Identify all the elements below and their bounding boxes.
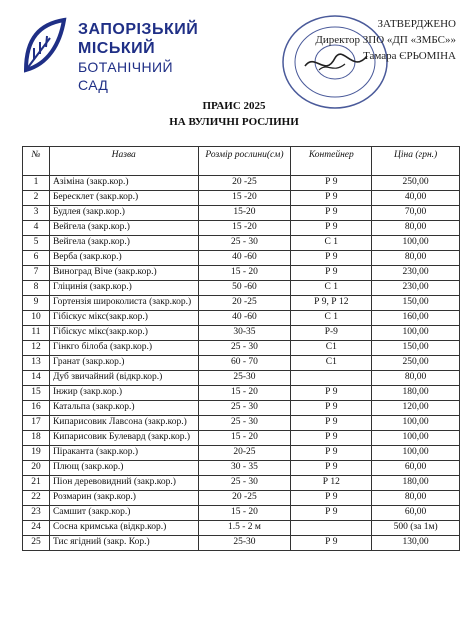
cell-container: Р 9 bbox=[291, 191, 372, 206]
cell-price: 250,00 bbox=[372, 176, 460, 191]
cell-num: 1 bbox=[23, 176, 50, 191]
logo-line-2: МІСЬКИЙ bbox=[78, 40, 156, 57]
cell-name: Виноград Віче (закр.кор.) bbox=[49, 266, 198, 281]
cell-size: 1.5 - 2 м bbox=[198, 521, 291, 536]
logo-line-1: ЗАПОРІЗЬКИЙ bbox=[78, 21, 199, 38]
cell-size: 25-30 bbox=[198, 371, 291, 386]
cell-name: Гінкго білоба (закр.кор.) bbox=[49, 341, 198, 356]
cell-container bbox=[291, 521, 372, 536]
document-title: ПРАИС 2025 bbox=[202, 100, 266, 112]
table-row bbox=[23, 356, 460, 371]
table-row bbox=[23, 221, 460, 236]
cell-container: Р 9, Р 12 bbox=[291, 296, 372, 311]
cell-size: 15 -20 bbox=[198, 221, 291, 236]
cell-price: 80,00 bbox=[372, 491, 460, 506]
table-row bbox=[23, 416, 460, 431]
cell-price: 80,00 bbox=[372, 221, 460, 236]
cell-container: Р 9 bbox=[291, 251, 372, 266]
cell-num: 19 bbox=[23, 446, 50, 461]
cell-size: 15 - 20 bbox=[198, 431, 291, 446]
cell-name: Кипарисовик Лавсона (закр.кор.) bbox=[49, 416, 198, 431]
cell-size: 40 -60 bbox=[198, 311, 291, 326]
cell-container: С1 bbox=[291, 341, 372, 356]
table-row bbox=[23, 176, 460, 191]
cell-name: Тис ягідний (закр. Кор.) bbox=[49, 536, 198, 551]
cell-name: Плющ (закр.кор.) bbox=[49, 461, 198, 476]
cell-price: 100,00 bbox=[372, 236, 460, 251]
cell-price: 230,00 bbox=[372, 281, 460, 296]
cell-num: 10 bbox=[23, 311, 50, 326]
cell-size: 15 -20 bbox=[198, 191, 291, 206]
cell-num: 3 bbox=[23, 206, 50, 221]
table-row bbox=[23, 446, 460, 461]
botanical-garden-logo bbox=[20, 16, 199, 93]
cell-size: 30 - 35 bbox=[198, 461, 291, 476]
cell-price: 150,00 bbox=[372, 341, 460, 356]
cell-size: 20 -25 bbox=[198, 296, 291, 311]
approval-line-2: Директор ЗПО «ДП «ЗМБС»» bbox=[315, 34, 456, 46]
cell-name: Кипарисовик Булевард (закр.кор.) bbox=[49, 431, 198, 446]
approval-line-1: ЗАТВЕРДЖЕНО bbox=[377, 18, 456, 30]
cell-name: Азіміна (закр.кор.) bbox=[49, 176, 198, 191]
document-subtitle: НА ВУЛИЧНІ РОСЛИНИ bbox=[169, 116, 299, 128]
cell-size: 25 - 30 bbox=[198, 476, 291, 491]
table-row bbox=[23, 461, 460, 476]
cell-container: Р 9 bbox=[291, 536, 372, 551]
cell-size: 15 - 20 bbox=[198, 266, 291, 281]
cell-price: 120,00 bbox=[372, 401, 460, 416]
table-row bbox=[23, 206, 460, 221]
cell-num: 14 bbox=[23, 371, 50, 386]
cell-num: 22 bbox=[23, 491, 50, 506]
cell-name: Вейгела (закр.кор.) bbox=[49, 236, 198, 251]
cell-price: 150,00 bbox=[372, 296, 460, 311]
cell-size: 25 - 30 bbox=[198, 341, 291, 356]
table-row bbox=[23, 536, 460, 551]
cell-container: Р 9 bbox=[291, 506, 372, 521]
table-row bbox=[23, 296, 460, 311]
cell-name: Піраканта (закр.кор.) bbox=[49, 446, 198, 461]
cell-price: 130,00 bbox=[372, 536, 460, 551]
cell-size: 15-20 bbox=[198, 206, 291, 221]
cell-container: Р 9 bbox=[291, 206, 372, 221]
cell-price: 180,00 bbox=[372, 476, 460, 491]
cell-container: Р 9 bbox=[291, 431, 372, 446]
cell-size: 25 - 30 bbox=[198, 401, 291, 416]
approval-block bbox=[306, 16, 456, 64]
cell-container: Р 9 bbox=[291, 416, 372, 431]
cell-price: 100,00 bbox=[372, 446, 460, 461]
cell-name: Самшит (закр.кор.) bbox=[49, 506, 198, 521]
cell-price: 160,00 bbox=[372, 311, 460, 326]
cell-name: Гібіскус мікс(закр.кор.) bbox=[49, 326, 198, 341]
cell-name: Катальпа (закр.кор.) bbox=[49, 401, 198, 416]
cell-container: Р 9 bbox=[291, 461, 372, 476]
cell-size: 60 - 70 bbox=[198, 356, 291, 371]
cell-name: Сосна кримська (відкр.кор.) bbox=[49, 521, 198, 536]
cell-num: 23 bbox=[23, 506, 50, 521]
cell-num: 21 bbox=[23, 476, 50, 491]
cell-num: 6 bbox=[23, 251, 50, 266]
price-table bbox=[22, 146, 460, 551]
cell-size: 50 -60 bbox=[198, 281, 291, 296]
cell-name: Розмарин (закр.кор.) bbox=[49, 491, 198, 506]
cell-container: Р 9 bbox=[291, 221, 372, 236]
cell-price: 100,00 bbox=[372, 326, 460, 341]
cell-price: 60,00 bbox=[372, 461, 460, 476]
cell-name: Бересклет (закр.кор.) bbox=[49, 191, 198, 206]
cell-num: 11 bbox=[23, 326, 50, 341]
cell-name: Вейгела (закр.кор.) bbox=[49, 221, 198, 236]
table-row bbox=[23, 341, 460, 356]
cell-size: 25-30 bbox=[198, 536, 291, 551]
table-row bbox=[23, 311, 460, 326]
cell-price: 60,00 bbox=[372, 506, 460, 521]
table-row bbox=[23, 491, 460, 506]
cell-container: Р 9 bbox=[291, 266, 372, 281]
table-row bbox=[23, 191, 460, 206]
header-number: № bbox=[23, 147, 50, 176]
table-row bbox=[23, 401, 460, 416]
cell-name: Гранат (закр.кор.) bbox=[49, 356, 198, 371]
cell-container: С 1 bbox=[291, 311, 372, 326]
table-header-row bbox=[23, 147, 460, 176]
logo-line-3: БОТАНІЧНИЙ САД bbox=[78, 59, 173, 93]
cell-price: 250,00 bbox=[372, 356, 460, 371]
header-price: Ціна (грн.) bbox=[372, 147, 460, 176]
table-row bbox=[23, 266, 460, 281]
cell-container: Р 9 bbox=[291, 401, 372, 416]
table-row bbox=[23, 521, 460, 536]
cell-price: 40,00 bbox=[372, 191, 460, 206]
cell-num: 20 bbox=[23, 461, 50, 476]
table-row bbox=[23, 506, 460, 521]
cell-num: 7 bbox=[23, 266, 50, 281]
table-row bbox=[23, 281, 460, 296]
cell-size: 30-35 bbox=[198, 326, 291, 341]
cell-name: Гліцинія (закр.кор.) bbox=[49, 281, 198, 296]
cell-size: 25 - 30 bbox=[198, 416, 291, 431]
cell-container: Р 9 bbox=[291, 176, 372, 191]
table-row bbox=[23, 326, 460, 341]
cell-num: 17 bbox=[23, 416, 50, 431]
table-row bbox=[23, 386, 460, 401]
cell-num: 9 bbox=[23, 296, 50, 311]
table-row bbox=[23, 251, 460, 266]
cell-num: 2 bbox=[23, 191, 50, 206]
cell-size: 20-25 bbox=[198, 446, 291, 461]
cell-num: 5 bbox=[23, 236, 50, 251]
cell-size: 15 - 20 bbox=[198, 386, 291, 401]
cell-size: 15 - 20 bbox=[198, 506, 291, 521]
cell-price: 230,00 bbox=[372, 266, 460, 281]
cell-name: Будлея (закр.кор.) bbox=[49, 206, 198, 221]
cell-container: Р 9 bbox=[291, 491, 372, 506]
cell-container: С 1 bbox=[291, 236, 372, 251]
header-name: Назва bbox=[49, 147, 198, 176]
header-size: Розмір рослини(см) bbox=[198, 147, 291, 176]
cell-num: 13 bbox=[23, 356, 50, 371]
cell-price: 180,00 bbox=[372, 386, 460, 401]
cell-container: Р 9 bbox=[291, 386, 372, 401]
cell-name: Верба (закр.кор.) bbox=[49, 251, 198, 266]
cell-name: Дуб звичайний (відкр.кор.) bbox=[49, 371, 198, 386]
table-row bbox=[23, 236, 460, 251]
cell-num: 4 bbox=[23, 221, 50, 236]
cell-name: Пiон деревовидний (закр.кор.) bbox=[49, 476, 198, 491]
cell-container: Р 9 bbox=[291, 446, 372, 461]
cell-size: 40 -60 bbox=[198, 251, 291, 266]
cell-name: Гібіскус мікс(закр.кор.) bbox=[49, 311, 198, 326]
cell-name: Гортензія широколиста (закр.кор.) bbox=[49, 296, 198, 311]
cell-price: 80,00 bbox=[372, 251, 460, 266]
cell-num: 15 bbox=[23, 386, 50, 401]
cell-container bbox=[291, 371, 372, 386]
cell-num: 8 bbox=[23, 281, 50, 296]
cell-num: 25 bbox=[23, 536, 50, 551]
table-row bbox=[23, 476, 460, 491]
cell-num: 12 bbox=[23, 341, 50, 356]
cell-num: 24 bbox=[23, 521, 50, 536]
cell-size: 20 -25 bbox=[198, 491, 291, 506]
cell-container: Р 12 bbox=[291, 476, 372, 491]
cell-size: 20 -25 bbox=[198, 176, 291, 191]
cell-num: 16 bbox=[23, 401, 50, 416]
cell-container: С1 bbox=[291, 356, 372, 371]
table-row bbox=[23, 431, 460, 446]
cell-name: Інжир (закр.кор.) bbox=[49, 386, 198, 401]
cell-price: 70,00 bbox=[372, 206, 460, 221]
cell-price: 100,00 bbox=[372, 416, 460, 431]
cell-size: 25 - 30 bbox=[198, 236, 291, 251]
approval-line-3: Тамара ЄРЬОМІНА bbox=[363, 50, 456, 62]
cell-container: Р-9 bbox=[291, 326, 372, 341]
cell-price: 80,00 bbox=[372, 371, 460, 386]
header-container: Контейнер bbox=[291, 147, 372, 176]
cell-price: 500 (за 1м) bbox=[372, 521, 460, 536]
leaf-logo-icon bbox=[20, 16, 70, 74]
cell-container: С 1 bbox=[291, 281, 372, 296]
table-row bbox=[23, 371, 460, 386]
cell-num: 18 bbox=[23, 431, 50, 446]
cell-price: 100,00 bbox=[372, 431, 460, 446]
